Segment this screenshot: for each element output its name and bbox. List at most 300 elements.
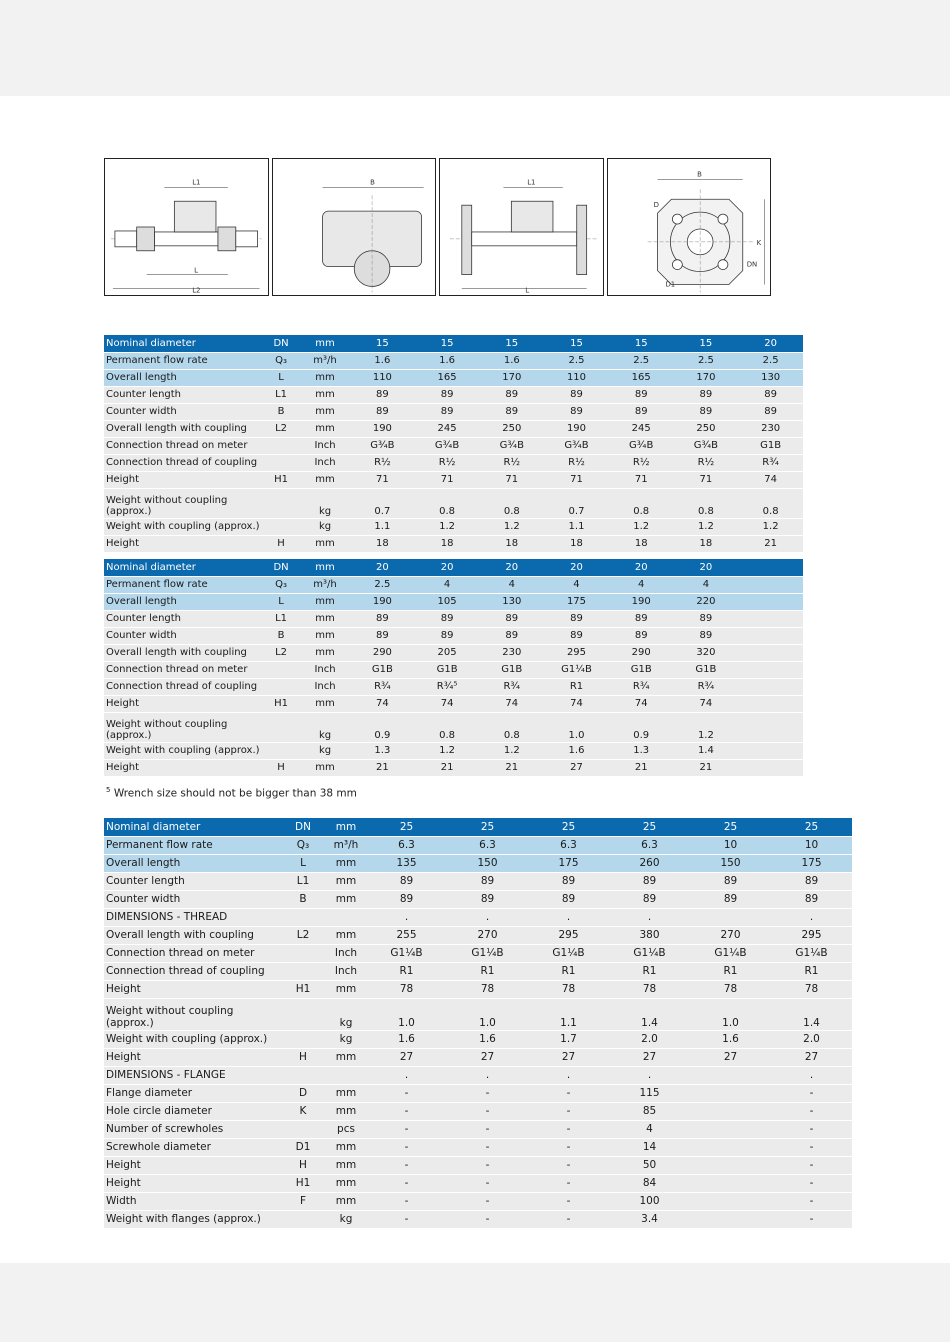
cell-value: - — [366, 1210, 447, 1228]
cell-value: 2.0 — [771, 1030, 852, 1048]
cell-value: 25 — [366, 818, 447, 836]
cell-value: 25 — [771, 818, 852, 836]
row-symbol: Q₃ — [262, 576, 300, 593]
cell-value: 260 — [609, 854, 690, 872]
cell-value: - — [528, 1210, 609, 1228]
cell-value: 89 — [528, 890, 609, 908]
cell-value: 27 — [771, 1048, 852, 1066]
table-row — [104, 1210, 852, 1228]
cell-value: - — [366, 1138, 447, 1156]
cell-value: 15 — [544, 335, 609, 352]
cell-value: 78 — [690, 980, 771, 998]
cell-value: 89 — [771, 890, 852, 908]
table-row — [104, 678, 803, 695]
cell-value — [738, 742, 803, 759]
cell-value: 89 — [415, 610, 480, 627]
row-unit: m³/h — [300, 352, 350, 369]
cell-value: 25 — [609, 818, 690, 836]
cell-value: 21 — [350, 759, 415, 776]
cell-value: 20 — [609, 559, 674, 576]
table-row — [104, 1066, 852, 1084]
cell-value: 1.4 — [771, 998, 852, 1030]
row-symbol: H1 — [262, 471, 300, 488]
row-unit: mm — [326, 1102, 366, 1120]
cell-value: R¾ — [479, 678, 544, 695]
table-row — [104, 998, 852, 1030]
cell-value: 89 — [479, 610, 544, 627]
cell-value: 89 — [447, 890, 528, 908]
row-label: Overall length — [104, 369, 262, 386]
cell-value: 0.8 — [674, 488, 739, 518]
cell-value: 10 — [690, 836, 771, 854]
cell-value: - — [528, 1156, 609, 1174]
cell-value: 0.8 — [415, 712, 480, 742]
row-symbol: D1 — [280, 1138, 326, 1156]
cell-value: - — [366, 1156, 447, 1174]
cell-value: 27 — [366, 1048, 447, 1066]
cell-value: 4 — [544, 576, 609, 593]
footnote — [106, 786, 357, 800]
cell-value: 245 — [415, 420, 480, 437]
cell-value — [738, 661, 803, 678]
cell-value: 78 — [528, 980, 609, 998]
cell-value: 18 — [350, 535, 415, 552]
cell-value: 2.5 — [738, 352, 803, 369]
cell-value: 0.9 — [350, 712, 415, 742]
cell-value: . — [366, 908, 447, 926]
cell-value: 89 — [674, 610, 739, 627]
cell-value: 1.2 — [674, 518, 739, 535]
cell-value: 74 — [674, 695, 739, 712]
table-row — [104, 471, 803, 488]
cell-value: . — [447, 1066, 528, 1084]
cell-value: 71 — [350, 471, 415, 488]
cell-value: 20 — [674, 559, 739, 576]
cell-value: 18 — [544, 535, 609, 552]
row-unit: mm — [300, 403, 350, 420]
table-row — [104, 627, 803, 644]
cell-value — [738, 712, 803, 742]
cell-value: G1¼B — [609, 944, 690, 962]
cell-value: 89 — [771, 872, 852, 890]
cell-value: 3.4 — [609, 1210, 690, 1228]
cell-value: 89 — [544, 627, 609, 644]
cell-value: 21 — [609, 759, 674, 776]
row-label: Weight with coupling (approx.) — [104, 518, 262, 535]
row-symbol: H — [280, 1156, 326, 1174]
label-l1: L1 — [527, 178, 536, 187]
cell-value: 71 — [674, 471, 739, 488]
cell-value: 89 — [609, 872, 690, 890]
cell-value — [738, 627, 803, 644]
label-b: B — [369, 178, 375, 187]
row-unit — [326, 908, 366, 926]
row-symbol — [280, 1120, 326, 1138]
bottom-margin-band — [0, 1263, 950, 1342]
cell-value: R1 — [771, 962, 852, 980]
cell-value: 220 — [674, 593, 739, 610]
row-unit: kg — [300, 712, 350, 742]
cell-value: 150 — [447, 854, 528, 872]
row-label: Connection thread on meter — [104, 944, 280, 962]
row-symbol: L1 — [262, 610, 300, 627]
row-label: Connection thread of coupling — [104, 454, 262, 471]
cell-value: 18 — [479, 535, 544, 552]
table-row — [104, 1138, 852, 1156]
cell-value: G¾B — [350, 437, 415, 454]
cell-value: 110 — [544, 369, 609, 386]
table-row — [104, 944, 852, 962]
cell-value: 1.3 — [350, 742, 415, 759]
cell-value: 89 — [350, 610, 415, 627]
cell-value: 270 — [690, 926, 771, 944]
cell-value: 1.2 — [479, 518, 544, 535]
label-l1: L1 — [192, 178, 201, 187]
spec-table-dn25 — [104, 818, 852, 1229]
cell-value: 89 — [415, 627, 480, 644]
cell-value: 89 — [609, 627, 674, 644]
cell-value: 290 — [350, 644, 415, 661]
cell-value: 89 — [528, 872, 609, 890]
cell-value: 1.4 — [609, 998, 690, 1030]
table-header-row — [104, 335, 803, 352]
cell-value: 89 — [674, 386, 739, 403]
cell-value: . — [771, 1066, 852, 1084]
label-b: B — [696, 170, 702, 179]
row-label: Permanent flow rate — [104, 576, 262, 593]
row-unit: Inch — [326, 962, 366, 980]
row-label: Overall length with coupling — [104, 644, 262, 661]
row-unit: mm — [326, 1192, 366, 1210]
cell-value: 1.1 — [350, 518, 415, 535]
cell-value: 85 — [609, 1102, 690, 1120]
row-label: Height — [104, 1048, 280, 1066]
cell-value: 0.7 — [544, 488, 609, 518]
table-row — [104, 695, 803, 712]
cell-value: . — [528, 1066, 609, 1084]
cell-value: 0.8 — [738, 488, 803, 518]
table-row — [104, 576, 803, 593]
cell-value: 1.1 — [528, 998, 609, 1030]
cell-value: G1B — [609, 661, 674, 678]
cell-value: 71 — [479, 471, 544, 488]
cell-value: 4 — [415, 576, 480, 593]
cell-value: - — [771, 1174, 852, 1192]
row-unit: mm — [326, 890, 366, 908]
cell-value: 89 — [690, 872, 771, 890]
cell-value: 175 — [771, 854, 852, 872]
cell-value: . — [528, 908, 609, 926]
cell-value: 78 — [366, 980, 447, 998]
cell-value: 78 — [609, 980, 690, 998]
cell-value: 290 — [609, 644, 674, 661]
cell-value: 27 — [609, 1048, 690, 1066]
row-symbol — [280, 1210, 326, 1228]
table-row — [104, 908, 852, 926]
row-symbol — [280, 1030, 326, 1048]
cell-value: 1.6 — [479, 352, 544, 369]
row-label: Overall length — [104, 854, 280, 872]
row-label: Screwhole diameter — [104, 1138, 280, 1156]
cell-value: 89 — [690, 890, 771, 908]
cell-value: 21 — [738, 535, 803, 552]
cell-value: 175 — [528, 854, 609, 872]
row-label: Height — [104, 695, 262, 712]
cell-value: - — [771, 1138, 852, 1156]
cell-value: 2.5 — [350, 576, 415, 593]
drawing-flange-view — [607, 158, 772, 296]
cell-value: 89 — [674, 627, 739, 644]
row-label: Counter length — [104, 386, 262, 403]
cell-value: 190 — [609, 593, 674, 610]
row-symbol: B — [280, 890, 326, 908]
footnote-text: Wrench size should not be bigger than 38 mm — [113, 787, 357, 800]
cell-value: 74 — [479, 695, 544, 712]
cell-value: - — [366, 1192, 447, 1210]
table-row — [104, 1102, 852, 1120]
row-symbol: H1 — [262, 695, 300, 712]
row-symbol: B — [262, 403, 300, 420]
row-label: Overall length — [104, 593, 262, 610]
cell-value: G1¼B — [447, 944, 528, 962]
table-row — [104, 420, 803, 437]
cell-value: 2.5 — [674, 352, 739, 369]
cell-value: 89 — [447, 872, 528, 890]
table-row — [104, 1174, 852, 1192]
cell-value: G1B — [415, 661, 480, 678]
row-unit: mm — [300, 559, 350, 576]
row-label: Permanent flow rate — [104, 352, 262, 369]
table-row — [104, 518, 803, 535]
cell-value: 84 — [609, 1174, 690, 1192]
cell-value: 89 — [609, 890, 690, 908]
cell-value: 20 — [479, 559, 544, 576]
cell-value — [690, 1066, 771, 1084]
row-symbol — [262, 712, 300, 742]
cell-value: . — [609, 908, 690, 926]
cell-value: 89 — [415, 403, 480, 420]
row-symbol: L2 — [262, 420, 300, 437]
cell-value: 0.8 — [609, 488, 674, 518]
cell-value: 295 — [544, 644, 609, 661]
cell-value: R¾ — [674, 678, 739, 695]
row-unit: Inch — [300, 661, 350, 678]
table-header-row — [104, 818, 852, 836]
cell-value: 205 — [415, 644, 480, 661]
cell-value: R¾ — [738, 454, 803, 471]
row-unit: mm — [326, 818, 366, 836]
row-unit: mm — [326, 1084, 366, 1102]
cell-value: 74 — [415, 695, 480, 712]
spec-table-dn15 — [104, 335, 803, 553]
row-symbol: F — [280, 1192, 326, 1210]
cell-value: 21 — [674, 759, 739, 776]
cell-value: . — [366, 1066, 447, 1084]
row-label: Counter width — [104, 403, 262, 420]
table-row — [104, 403, 803, 420]
cell-value: 27 — [447, 1048, 528, 1066]
table-row — [104, 872, 852, 890]
table-row — [104, 488, 803, 518]
row-unit: mm — [326, 926, 366, 944]
cell-value: 105 — [415, 593, 480, 610]
row-symbol: H1 — [280, 980, 326, 998]
cell-value: 15 — [674, 335, 739, 352]
cell-value: 0.9 — [609, 712, 674, 742]
cell-value: R¾ — [609, 678, 674, 695]
cell-value: 20 — [738, 335, 803, 352]
cell-value: 1.6 — [350, 352, 415, 369]
table-row — [104, 661, 803, 678]
drawing-side-view-thread — [104, 158, 269, 296]
row-symbol: K — [280, 1102, 326, 1120]
table-row — [104, 1030, 852, 1048]
cell-value: - — [771, 1210, 852, 1228]
cell-value: 89 — [609, 386, 674, 403]
table-row — [104, 712, 803, 742]
cell-value — [690, 1120, 771, 1138]
row-label: Height — [104, 1174, 280, 1192]
row-label: Weight without coupling (approx.) — [104, 488, 262, 518]
row-label: Weight with flanges (approx.) — [104, 1210, 280, 1228]
table-row — [104, 1084, 852, 1102]
cell-value: 20 — [544, 559, 609, 576]
row-label: Nominal diameter — [104, 559, 262, 576]
cell-value: R¾ — [350, 678, 415, 695]
cell-value — [738, 759, 803, 776]
drawing-front-view — [272, 158, 437, 296]
cell-value — [690, 908, 771, 926]
table-row — [104, 742, 803, 759]
cell-value: 21 — [415, 759, 480, 776]
label-d: D — [653, 201, 659, 210]
row-symbol — [262, 661, 300, 678]
row-label: Connection thread of coupling — [104, 962, 280, 980]
cell-value: 10 — [771, 836, 852, 854]
table-row — [104, 962, 852, 980]
cell-value: - — [528, 1102, 609, 1120]
row-symbol — [280, 944, 326, 962]
row-symbol: DN — [280, 818, 326, 836]
cell-value: 71 — [609, 471, 674, 488]
row-unit: mm — [300, 471, 350, 488]
cell-value: 89 — [479, 386, 544, 403]
cell-value: G1B — [479, 661, 544, 678]
label-d1: D1 — [664, 280, 675, 289]
row-label: DIMENSIONS - FLANGE — [104, 1066, 280, 1084]
row-unit: mm — [326, 1156, 366, 1174]
row-label: Weight without coupling (approx.) — [104, 712, 262, 742]
cell-value: - — [366, 1084, 447, 1102]
cell-value: G¾B — [609, 437, 674, 454]
row-unit: mm — [300, 627, 350, 644]
cell-value: 190 — [544, 420, 609, 437]
cell-value: 175 — [544, 593, 609, 610]
row-symbol: DN — [262, 335, 300, 352]
top-margin-band — [0, 0, 950, 96]
cell-value: 135 — [366, 854, 447, 872]
cell-value: R1 — [544, 678, 609, 695]
table-row — [104, 610, 803, 627]
cell-value: 100 — [609, 1192, 690, 1210]
cell-value: G¾B — [479, 437, 544, 454]
row-unit: Inch — [300, 437, 350, 454]
cell-value: - — [447, 1120, 528, 1138]
cell-value: 0.8 — [479, 488, 544, 518]
cell-value: 25 — [528, 818, 609, 836]
cell-value: - — [771, 1102, 852, 1120]
table-row — [104, 1120, 852, 1138]
cell-value: G¾B — [544, 437, 609, 454]
cell-value — [690, 1084, 771, 1102]
cell-value: 89 — [366, 872, 447, 890]
drawing-side-view-flange — [439, 158, 604, 296]
cell-value: - — [447, 1102, 528, 1120]
row-symbol: L1 — [262, 386, 300, 403]
cell-value — [690, 1138, 771, 1156]
cell-value — [738, 576, 803, 593]
row-unit: mm — [326, 1174, 366, 1192]
row-unit: mm — [300, 535, 350, 552]
row-unit: Inch — [326, 944, 366, 962]
cell-value: 20 — [350, 559, 415, 576]
cell-value: - — [447, 1174, 528, 1192]
cell-value: R½ — [350, 454, 415, 471]
row-unit: mm — [300, 695, 350, 712]
row-symbol — [280, 998, 326, 1030]
row-label: Permanent flow rate — [104, 836, 280, 854]
cell-value: - — [447, 1156, 528, 1174]
row-symbol: L — [262, 593, 300, 610]
cell-value: R1 — [528, 962, 609, 980]
cell-value: 1.2 — [609, 518, 674, 535]
row-symbol: L1 — [280, 872, 326, 890]
row-label: Height — [104, 980, 280, 998]
cell-value: 20 — [415, 559, 480, 576]
cell-value — [738, 610, 803, 627]
cell-value — [690, 1192, 771, 1210]
row-unit: m³/h — [300, 576, 350, 593]
cell-value: 89 — [738, 386, 803, 403]
cell-value: 190 — [350, 593, 415, 610]
row-symbol: H1 — [280, 1174, 326, 1192]
cell-value: . — [447, 908, 528, 926]
cell-value: - — [528, 1084, 609, 1102]
cell-value — [738, 644, 803, 661]
cell-value: 71 — [415, 471, 480, 488]
cell-value: - — [447, 1192, 528, 1210]
row-unit: kg — [300, 742, 350, 759]
row-label: Connection thread on meter — [104, 437, 262, 454]
cell-value: G1¼B — [771, 944, 852, 962]
cell-value: 78 — [447, 980, 528, 998]
row-unit: Inch — [300, 678, 350, 695]
cell-value: 1.3 — [609, 742, 674, 759]
row-symbol: Q₃ — [262, 352, 300, 369]
table-row — [104, 980, 852, 998]
cell-value: 295 — [771, 926, 852, 944]
cell-value: 1.0 — [544, 712, 609, 742]
cell-value: 1.6 — [415, 352, 480, 369]
cell-value: 1.2 — [415, 742, 480, 759]
cell-value: 89 — [544, 386, 609, 403]
cell-value: - — [528, 1120, 609, 1138]
cell-value: 71 — [544, 471, 609, 488]
cell-value: 89 — [609, 403, 674, 420]
cell-value: 2.0 — [609, 1030, 690, 1048]
cell-value: 89 — [350, 403, 415, 420]
cell-value: 165 — [415, 369, 480, 386]
